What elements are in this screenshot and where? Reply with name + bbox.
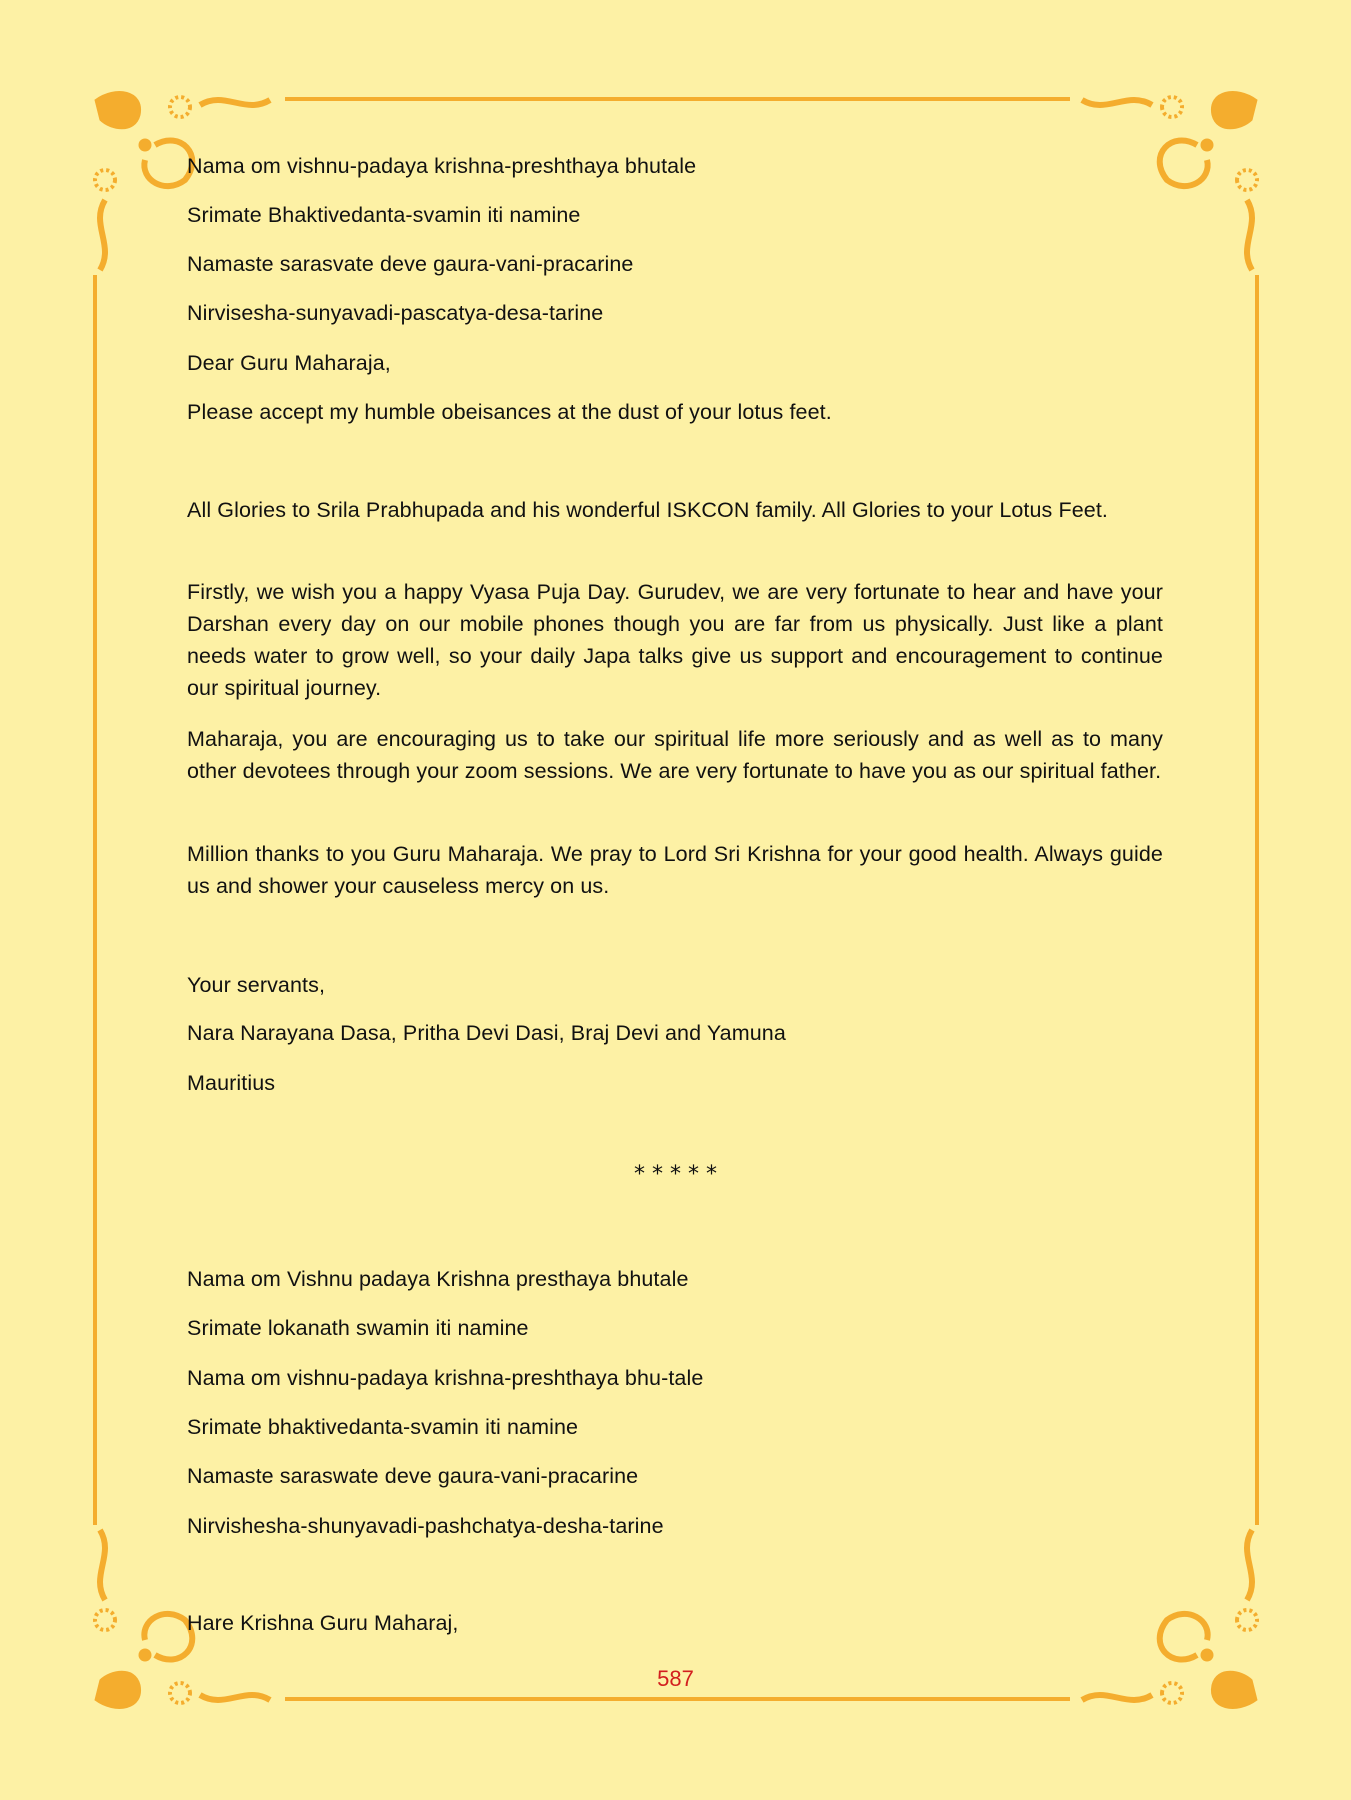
mantra-line: Srimate Bhaktivedanta-svamin iti namine [187,203,581,227]
mantra-line: Srimate bhaktivedanta-svamin iti namine [187,1415,579,1439]
salutation: Dear Guru Maharaja, [187,351,391,375]
closing: Your servants, [187,973,326,997]
paragraph: Maharaja, you are encouraging us to take our spiritual life more seriously and as well as to many other devotees through your zoom sessions. We are very fortunate to have you as our spiritual father. [187,727,1163,783]
obeisances-line: Please accept my humble obeisances at the dust of your lotus feet. [187,400,832,424]
paragraph: All Glories to Srila Prabhupada and his wonderful ISKCON family. All Glories to your Lotus Feet. [187,498,1108,522]
page-number: 587 [657,1666,694,1691]
frame-bottom-line [285,1697,1070,1701]
frame-right-line [1255,275,1259,1525]
mantra-line: Namaste saraswate deve gaura-vani-pracarine [187,1464,639,1488]
mantra-line: Nirvisesha-sunyavadi-pascatya-desa-tarine [187,301,604,325]
mantra-line: Nama om vishnu-padaya krishna-preshthaya bhutale [187,154,697,178]
mantra-line: Nama om Vishnu padaya Krishna presthaya bhutale [187,1267,689,1291]
location: Mauritius [187,1071,276,1095]
mantra-line: Nama om vishnu-padaya krishna-preshthaya bhu-tale [187,1366,704,1390]
mantra-line: Nirvishesha-shunyavadi-pashchatya-desha-tarine [187,1514,664,1538]
section-separator: * * * * * [634,1162,717,1187]
signatories: Nara Narayana Dasa, Pritha Devi Dasi, Braj Devi and Yamuna [187,1021,786,1045]
mantra-line: Namaste sarasvate deve gaura-vani-pracarine [187,252,634,276]
paragraph: Firstly, we wish you a happy Vyasa Puja Day. Gurudev, we are very fortunate to hear and have your Darshan every day on our mobile phones though you are far from us physically. Just like a plant needs water to grow well, so your daily Japa talks give us support and encouragement to continue our spiritual journey. [187,580,1163,700]
greeting: Hare Krishna Guru Maharaj, [187,1611,459,1635]
paragraph: Million thanks to you Guru Maharaja. We pray to Lord Sri Krishna for your good health. Always guide us and shower your causeless mercy on us. [187,842,1163,898]
frame-top-line [285,97,1070,101]
mantra-line: Srimate lokanath swamin iti namine [187,1316,529,1340]
frame-left-line [93,275,97,1525]
